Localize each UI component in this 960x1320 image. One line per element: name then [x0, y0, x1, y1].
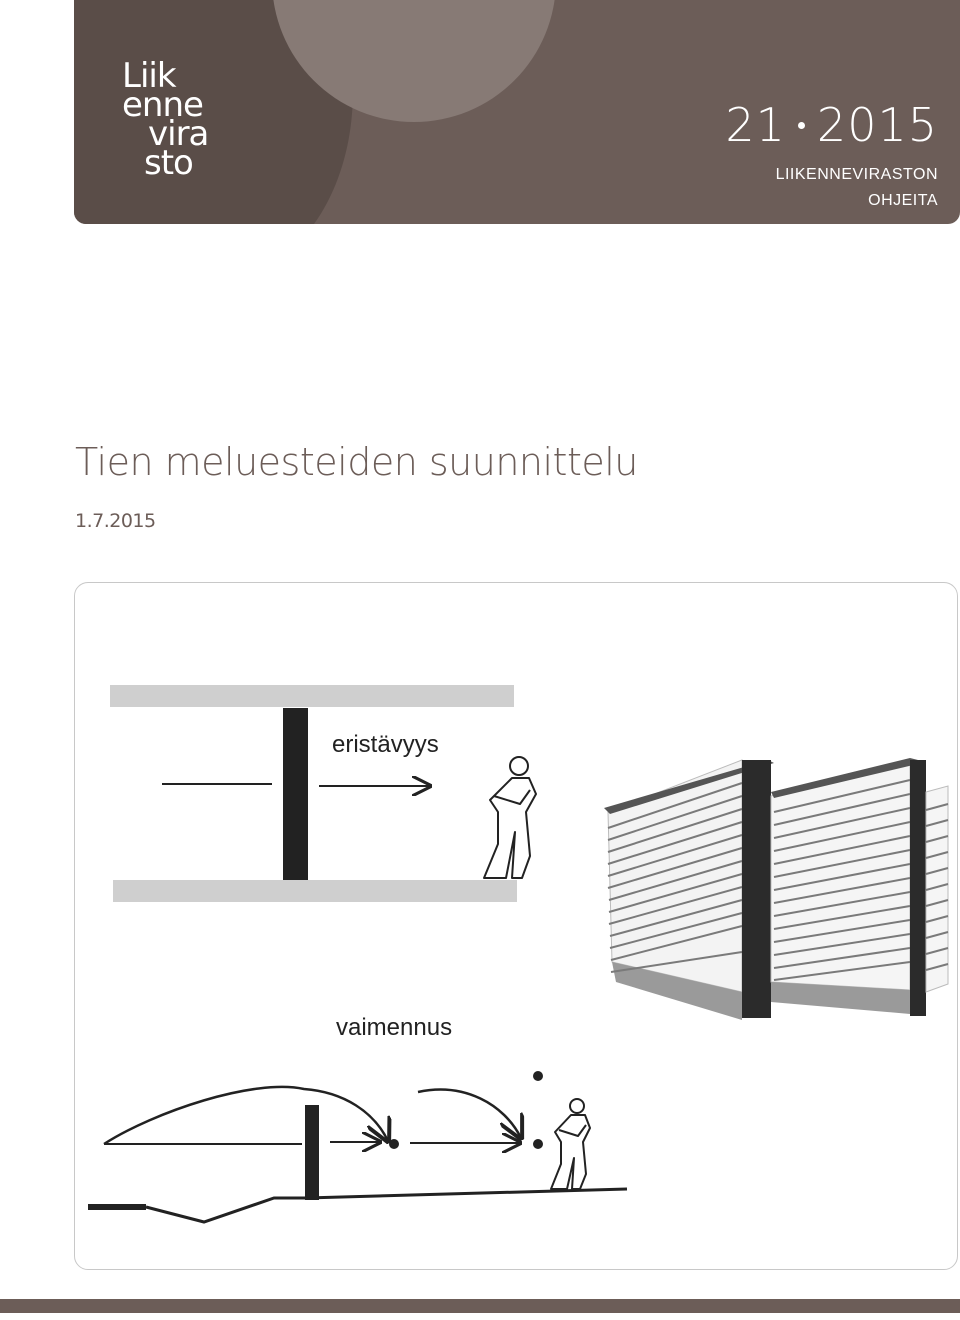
- damping-diagram: [88, 1014, 627, 1222]
- issue-year: 2015: [816, 98, 938, 152]
- insulation-diagram: [110, 685, 536, 902]
- label-insulation: eristävyys: [332, 731, 439, 758]
- person-icon: [484, 757, 536, 878]
- header-banner: [74, 0, 960, 224]
- diffracted-sound-arc-2: [418, 1090, 521, 1138]
- noise-barrier-illustration: [604, 758, 948, 1020]
- sound-point-3: [533, 1071, 543, 1081]
- ground-line: [306, 1189, 627, 1198]
- diffracted-sound-arc-1: [104, 1087, 388, 1144]
- road-profile: [146, 1198, 306, 1222]
- document-title: Tien meluesteiden suunnittelu: [75, 440, 638, 484]
- ceiling-band: [110, 685, 514, 707]
- damping-barrier: [305, 1105, 319, 1200]
- footer-bar: [0, 1299, 960, 1313]
- series-line-2: OHJEITA: [868, 192, 938, 209]
- person-icon: [551, 1099, 590, 1189]
- issue-number: [725, 98, 938, 152]
- publisher-logo: Liik enne vira sto: [122, 56, 209, 183]
- left-panel-post: [742, 760, 771, 1018]
- sound-point-2: [533, 1139, 543, 1149]
- floor-band: [113, 880, 517, 902]
- barrier-wall: [283, 708, 308, 880]
- series-line-1: LIIKENNEVIRASTON: [775, 166, 938, 183]
- sound-point-1: [389, 1139, 399, 1149]
- document-date: 1.7.2015: [75, 510, 156, 532]
- separator-dot: [798, 122, 805, 129]
- series-name: [776, 162, 938, 214]
- cover-illustration: [74, 582, 958, 1270]
- right-panel-post: [910, 760, 926, 1016]
- issue-num: 21: [725, 98, 786, 152]
- label-damping: vaimennus: [336, 1014, 453, 1041]
